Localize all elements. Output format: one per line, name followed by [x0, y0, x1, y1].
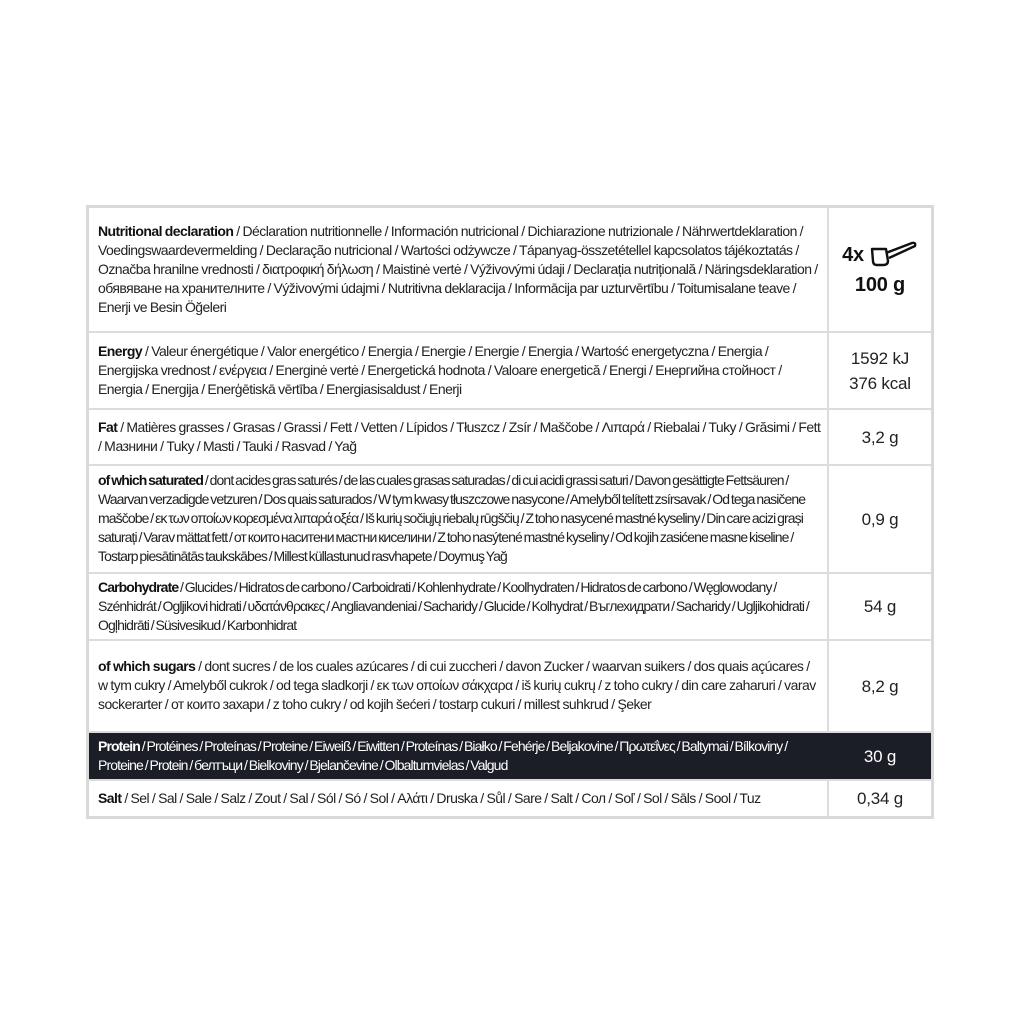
row-translations: / Glucides / Hidratos de carbono / Carboidrati / Kohlenhydrate / Koolhydraten / Hidratos de carbono / Węglowodany / Szénhidrát / Ogljikovi hidrati / υδατάνθρακες / Angliavandeniai / Sacharidy / Glucide / Kolhydrat / Въглехидрати / Sacharidy / Ugljikohidrati / Ogļhidrāti / Süsivesikud / Karbonhidrat	[98, 578, 809, 633]
row-translations: / Sel / Sal / Sale / Salz / Zout / Sal / Sól / Só / Sol / Αλάτι / Druska / Sůl / Sare / Salt / Сол / Soľ / Sol / Sāls / Sool / Tuz	[121, 789, 761, 806]
row-translations: / Matières grasses / Grasas / Grassi / Fett / Vetten / Lípidos / Tłuszcz / Zsír / Maščobe / Λιπαρά / Riebalai / Tuky / Grăsimi / Fett / Мазнини / Tuky / Masti / Tauki / Rasvad / Yağ	[98, 418, 821, 454]
row-title: Salt	[98, 789, 122, 806]
row-label	[89, 410, 829, 464]
row-label	[89, 333, 829, 408]
serving-amount: 100 g	[854, 273, 906, 296]
row-title: of which sugars	[98, 658, 196, 674]
energy-kj: 1592 kJ	[850, 348, 910, 368]
row-translations: / Protéines / Proteínas / Proteine / Eiweiß / Eiwitten / Proteínas / Białko / Fehérje / Beljakovine / Πρωτεΐνες / Baltymai / Bílkoviny / Proteine / Protein / белтъци / Bielkoviny / Bjelančevine / Olbaltumvielas / Valgud	[98, 737, 788, 773]
table-row-carbohydrate	[89, 574, 931, 641]
table-row-sugars	[89, 641, 931, 733]
row-translations: / Valeur énergétique / Valor energético / Energia / Energie / Energie / Energia / Wartość energetyczna / Energia / Energijska vrednost / ενέργεια / Energinė vertė / Energetická hodnota / Valoare energetică / Energi / Енергийна стойност / Energia / Energija / Enerģētiskā vērtība / Energiasisaldust / Enerji	[98, 342, 782, 397]
scoop-icon	[868, 241, 918, 269]
row-value: 0,9 g	[861, 509, 899, 529]
energy-kcal: 376 kcal	[849, 373, 911, 393]
row-value	[829, 208, 931, 331]
row-translations: / Déclaration nutritionnelle / Información nutricional / Dichiarazione nutrizionale / Nährwertdeklaration / Voedingswaardevermelding / Declaração nutricional / Wartości odżywcze / Tápanyag-összetétellel kapcsolatos tájékoztatás / Označba hranilne vrednosti / διατροφική δήλωση / Maistinė vertė / Výživovými údaji / Declarația nutrițională / Näringsdeklaration / обявяване на хранителните / Výživovými údajmi / Nutritivna deklaracija / Informācija par uzturvērtību / Toitumisalane teave / Enerji ve Besin Öğeleri	[98, 222, 818, 315]
table-row-protein	[89, 733, 931, 781]
table-row-header	[89, 208, 931, 333]
row-label	[89, 641, 829, 731]
table-row-fat	[89, 410, 931, 466]
row-title: Fat	[98, 418, 118, 435]
row-value: 54 g	[863, 597, 897, 616]
row-value	[829, 333, 931, 408]
row-label	[89, 574, 829, 639]
serving-count: 4x	[842, 243, 864, 266]
row-title: of which saturated	[98, 472, 204, 488]
row-value: 3,2 g	[861, 427, 899, 447]
row-value: 30 g	[863, 746, 897, 766]
row-value: 0,34 g	[856, 789, 904, 808]
table-row-saturated	[89, 466, 931, 574]
row-label	[89, 781, 829, 816]
row-title: Nutritional declaration	[98, 222, 234, 239]
row-label	[89, 208, 829, 331]
table-row-energy	[89, 333, 931, 410]
row-value: 8,2 g	[861, 676, 899, 696]
row-translations: / dont acides gras saturés / de las cuales grasas saturadas / di cui acidi grassi saturi / Davon gesättigte Fettsäuren / Waarvan verzadigde vetzuren / Dos quais saturados / W tym kwasy tłuszczowe nasycone / Amelyből telített zsírsavak / Od tega nasičene maščobe / εκ των οποίων κορεσμένα λιπαρά οξέα / Iš kurių sočiųjų riebalų rūgščių / Z toho nasycené mastné kyseliny / Din care acizi grași saturați / Varav mättat fett / от които наситени мастни киселини / Z toho nasýtené mastné kyseliny / Od kojih zasićene masne kiseline / Tostarp piesātinātās taukskābes / Millest küllastunud rasvhapete / Doymuş Yağ	[98, 472, 806, 564]
row-title: Carbohydrate	[98, 578, 179, 595]
row-label	[89, 733, 829, 779]
row-translations: / dont sucres / de los cuales azúcares / di cui zuccheri / davon Zucker / waarvan suikers / dos quais açúcares / w tym cukry / Amelyből cukrok / od tega sladkorji / εκ των οποίων σάκχαρα / iš kurių cukrų / z toho cukry / din care zaharuri / varav sockerarter / от които захари / z toho cukry / od kojih šećeri / tostarp cukuri / millest suhkrud / Şeker	[98, 658, 816, 712]
row-title: Protein	[98, 737, 140, 754]
table-row-salt	[89, 781, 931, 816]
nutrition-table	[86, 205, 934, 819]
row-title: Energy	[98, 342, 143, 359]
row-label	[89, 466, 829, 572]
